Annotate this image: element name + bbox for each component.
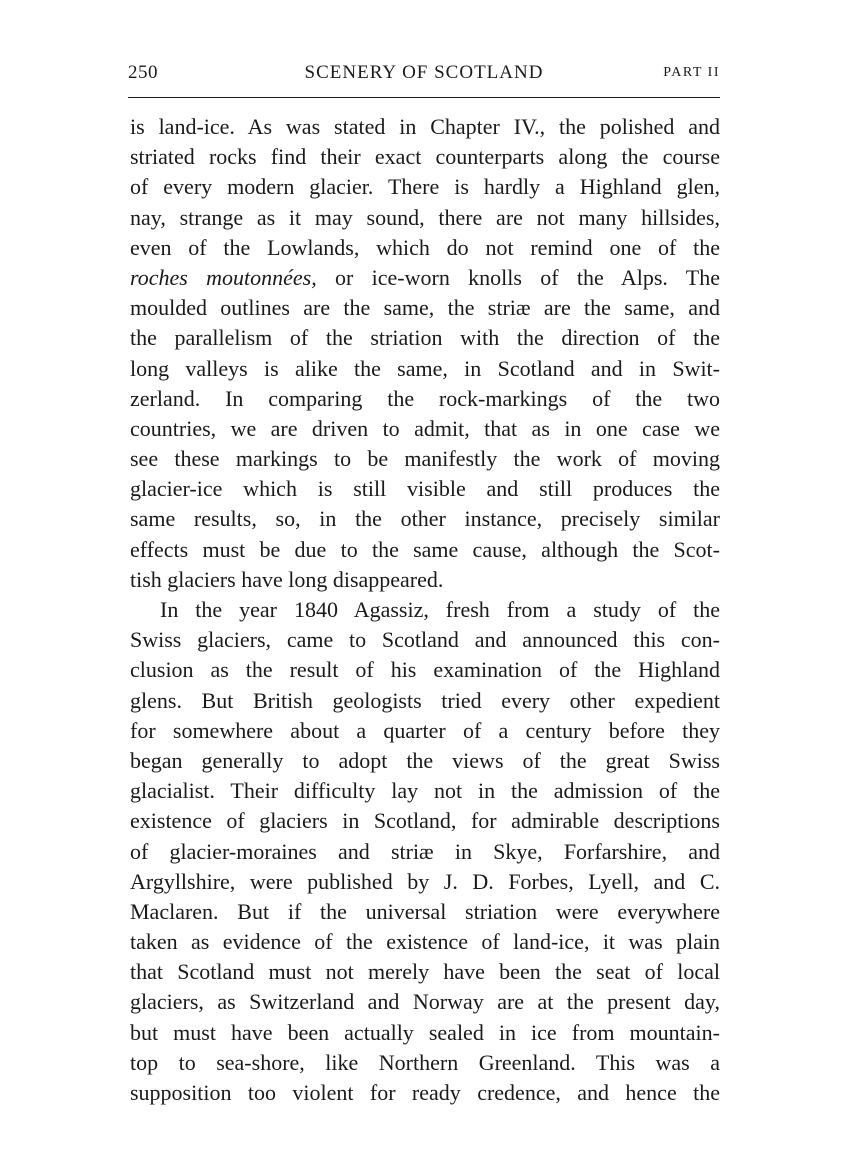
text-line-rest: or ice-worn knolls of the Alps. The [316, 264, 720, 290]
text-line: taken as evidence of the existence of land-ice, it was plain [130, 929, 720, 955]
text-line: of glacier-moraines and striæ in Skye, Forfarshire, and [130, 838, 720, 864]
text-line: striated rocks find their exact counterparts along the course [130, 144, 720, 170]
text-line: see these markings to be manifestly the work of moving [130, 446, 720, 472]
text-line: glaciers, as Switzerland and Norway are at the present day, [130, 989, 720, 1015]
text-line: clusion as the result of his examination of the Highland [130, 657, 720, 683]
text-line: same results, so, in the other instance, precisely similar [130, 506, 720, 532]
text-line: existence of glaciers in Scotland, for admirable descriptions [130, 808, 720, 834]
text-line: effects must be due to the same cause, although the Scot- [130, 536, 720, 562]
text-line: countries, we are driven to admit, that as in one case we [130, 415, 720, 441]
text-line: glacialist. Their difficulty lay not in the admission of the [130, 778, 720, 804]
text-line: Maclaren. But if the universal striation were everywhere [130, 898, 720, 924]
running-head [128, 58, 720, 90]
text-line [130, 263, 720, 293]
text-line: even of the Lowlands, which do not remind one of the [130, 234, 720, 260]
text-line: In the year 1840 Agassiz, fresh from a study of the [160, 597, 720, 622]
text-line: for somewhere about a quarter of a century before they [130, 717, 720, 743]
text-line: top to sea-shore, like Northern Greenland. This was a [130, 1049, 720, 1075]
text-line: began generally to adopt the views of the great Swiss [130, 747, 720, 773]
text-line: is land-ice. As was stated in Chapter IV., the polished and [130, 114, 720, 139]
body-text [130, 112, 720, 1108]
text-line: zerland. In comparing the rock-markings of the two [130, 385, 720, 411]
italic-phrase: roches moutonnées, [130, 264, 317, 290]
text-line: Argyllshire, were published by J. D. Forbes, Lyell, and C. [130, 868, 720, 894]
running-title: SCENERY OF SCOTLAND [304, 62, 544, 83]
text-line: the parallelism of the striation with the direction of the [130, 325, 720, 351]
text-line: that Scotland must not merely have been the seat of local [130, 959, 720, 985]
text-line: tish glaciers have long disappeared. [130, 566, 444, 592]
text-line: glacier-ice which is still visible and still produces the [130, 476, 720, 502]
text-line: glens. But British geologists tried every other expedient [130, 687, 720, 713]
text-line: of every modern glacier. There is hardly a Highland glen, [130, 174, 720, 200]
part-label: PART II [663, 65, 720, 80]
text-line: long valleys is alike the same, in Scotland and in Swit- [130, 355, 720, 381]
page-number: 250 [128, 62, 158, 83]
text-line: nay, strange as it may sound, there are not many hillsides, [130, 204, 720, 230]
text-line: Swiss glaciers, came to Scotland and announced this con- [130, 627, 720, 653]
text-line: but must have been actually sealed in ice from mountain- [130, 1019, 720, 1045]
header-rule [128, 97, 720, 98]
text-line: moulded outlines are the same, the striæ are the same, and [130, 295, 720, 321]
text-line: supposition too violent for ready credence, and hence the [130, 1080, 720, 1105]
